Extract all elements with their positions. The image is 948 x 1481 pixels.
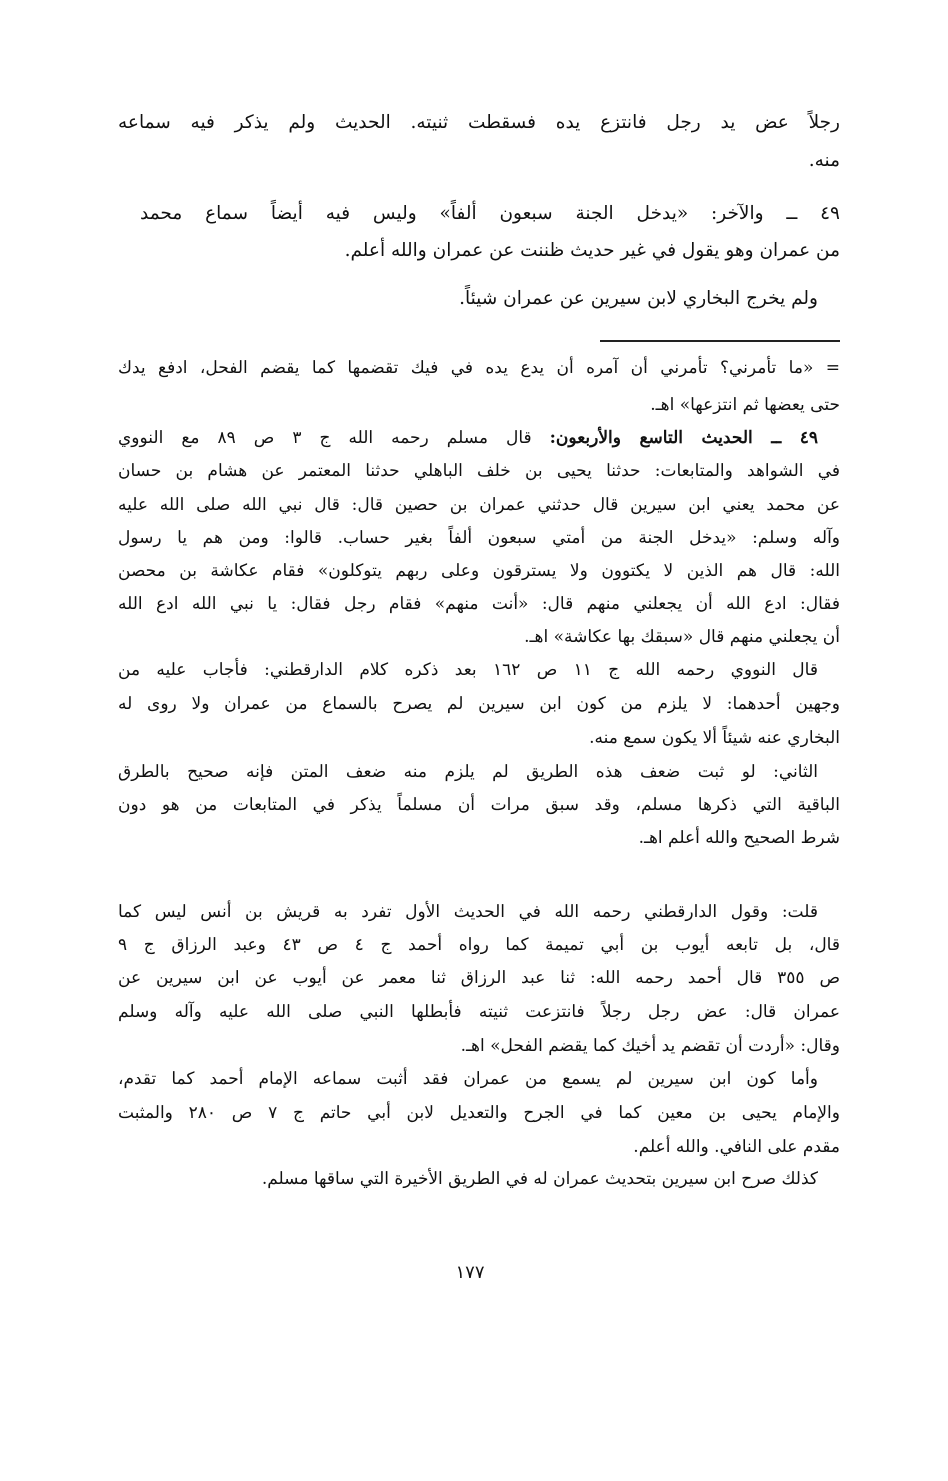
footnote-line: وجهين أحدهما: لا يلزم من كون ابن سيرين لم يصرح بالسماع من عمران ولا روى له [118, 694, 840, 714]
footnote-line: مقدم على النافي. والله أعلم. [633, 1137, 840, 1157]
footnote-line: قال، بل تابعه أيوب بن أبي تميمة كما رواه أحمد ج ٤ ص ٤٣ وعبد الرزاق ج ٩ [118, 935, 840, 955]
footnote-line: البخاري عنه شيئاً ألا يكون سمع منه. [589, 728, 840, 748]
footnote-line: = «ما تأمرني؟ تأمرني أن آمره أن يدع يده في فيك تقضمها كما يقضم الفحل، ادفع يدك [118, 358, 840, 378]
footnote-separator [600, 340, 840, 342]
footnote-line: الباقية التي ذكرها مسلم، وقد سبق مرات أن مسلماً يذكر في المتابعات من هو دون [118, 795, 840, 815]
footnote-line: قال النووي رحمه الله ج ١١ ص ١٦٢ بعد ذكره كلام الدارقطني: فأجاب عليه من [118, 660, 818, 680]
footnote-line: وآله وسلم: «يدخل الجنة من أمتي سبعون ألفاً بغير حساب. قالوا: ومن هم يا رسول [118, 528, 840, 548]
footnote-line [118, 423, 818, 453]
hadith-heading: ٤٩ ــ الحديث التاسع والأربعون: [549, 428, 818, 448]
footnote-line: شرط الصحيح والله أعلم اهـ. [638, 828, 840, 848]
text-line: رجلاً عض يد رجل فانتزع يده فسقطت ثنيته. الحديث ولم يذكر فيه سماعه [118, 112, 840, 133]
footnote-line: وقال: «أردت أن تقضم يد أخيك كما يقضم الفحل» اهـ. [460, 1036, 840, 1056]
text-line: منه. [808, 150, 840, 171]
footnote-line: وأما كون ابن سيرين لم يسمع من عمران فقد أثبت سماعه الإمام أحمد كما تقدم، [118, 1069, 818, 1089]
footnote-line-text: قال مسلم رحمه الله ج ٣ ص ٨٩ مع النووي [118, 428, 532, 448]
footnote-line: أن يجعلني منهم قال «سبقك بها عكاشة» اهـ. [524, 627, 840, 647]
footnote-line: قلت: وقول الدارقطني رحمه الله في الحديث الأول تفرد به قريش بن أنس ليس كما [118, 902, 818, 922]
text-line: ٤٩ ــ والآخر: «يدخل الجنة سبعون ألفاً» وليس فيه أيضاً سماع محمد [140, 203, 840, 224]
footnote-line: حتى يعضها ثم انتزعها» اهـ. [650, 395, 840, 415]
footnote-line: كذلك صرح ابن سيرين بتحديث عمران له في الطريق الأخيرة التي ساقها مسلم. [261, 1169, 818, 1189]
text-line: من عمران وهو يقول في غير حديث ظننت عن عمران والله أعلم. [344, 240, 840, 261]
page-number: ١٧٧ [455, 1262, 485, 1283]
footnote-line: فقال: ادع الله أن يجعلني منهم قال: «أنت منهم» فقام رجل فقال: يا نبي الله ادع الله [118, 594, 840, 614]
footnote-line: عمران قال: عض رجل رجلاً فانتزعت ثنيته فأبطلها النبي صلى الله عليه وآله وسلم [118, 1002, 840, 1022]
text-line: ولم يخرج البخاري لابن سيرين عن عمران شيئاً. [459, 288, 818, 309]
footnote-line: عن محمد يعني ابن سيرين قال حدثني عمران بن حصين قال: قال نبي الله صلى الله عليه [118, 495, 840, 515]
footnote-line: والإمام يحيى بن معين كما في الجرح والتعديل لابن أبي حاتم ج ٧ ص ٢٨٠ والمثبت [118, 1103, 840, 1123]
footnote-line: الله: قال هم الذين لا يكتوون ولا يسترقون وعلى ربهم يتوكلون» فقام عكاشة بن محصن [118, 561, 840, 581]
footnote-line: الثاني: لو ثبت ضعف هذه الطريق لم يلزم منه ضعف المتن فإنه صحيح بالطرق [118, 762, 818, 782]
footnote-line: ص ٣٥٥ قال أحمد رحمه الله: ثنا عبد الرزاق ثنا معمر عن أيوب عن ابن سيرين عن [118, 968, 840, 988]
footnote-line: في الشواهد والمتابعات: حدثنا يحيى بن خلف الباهلي حدثنا المعتمر عن هشام بن حسان [118, 461, 840, 481]
